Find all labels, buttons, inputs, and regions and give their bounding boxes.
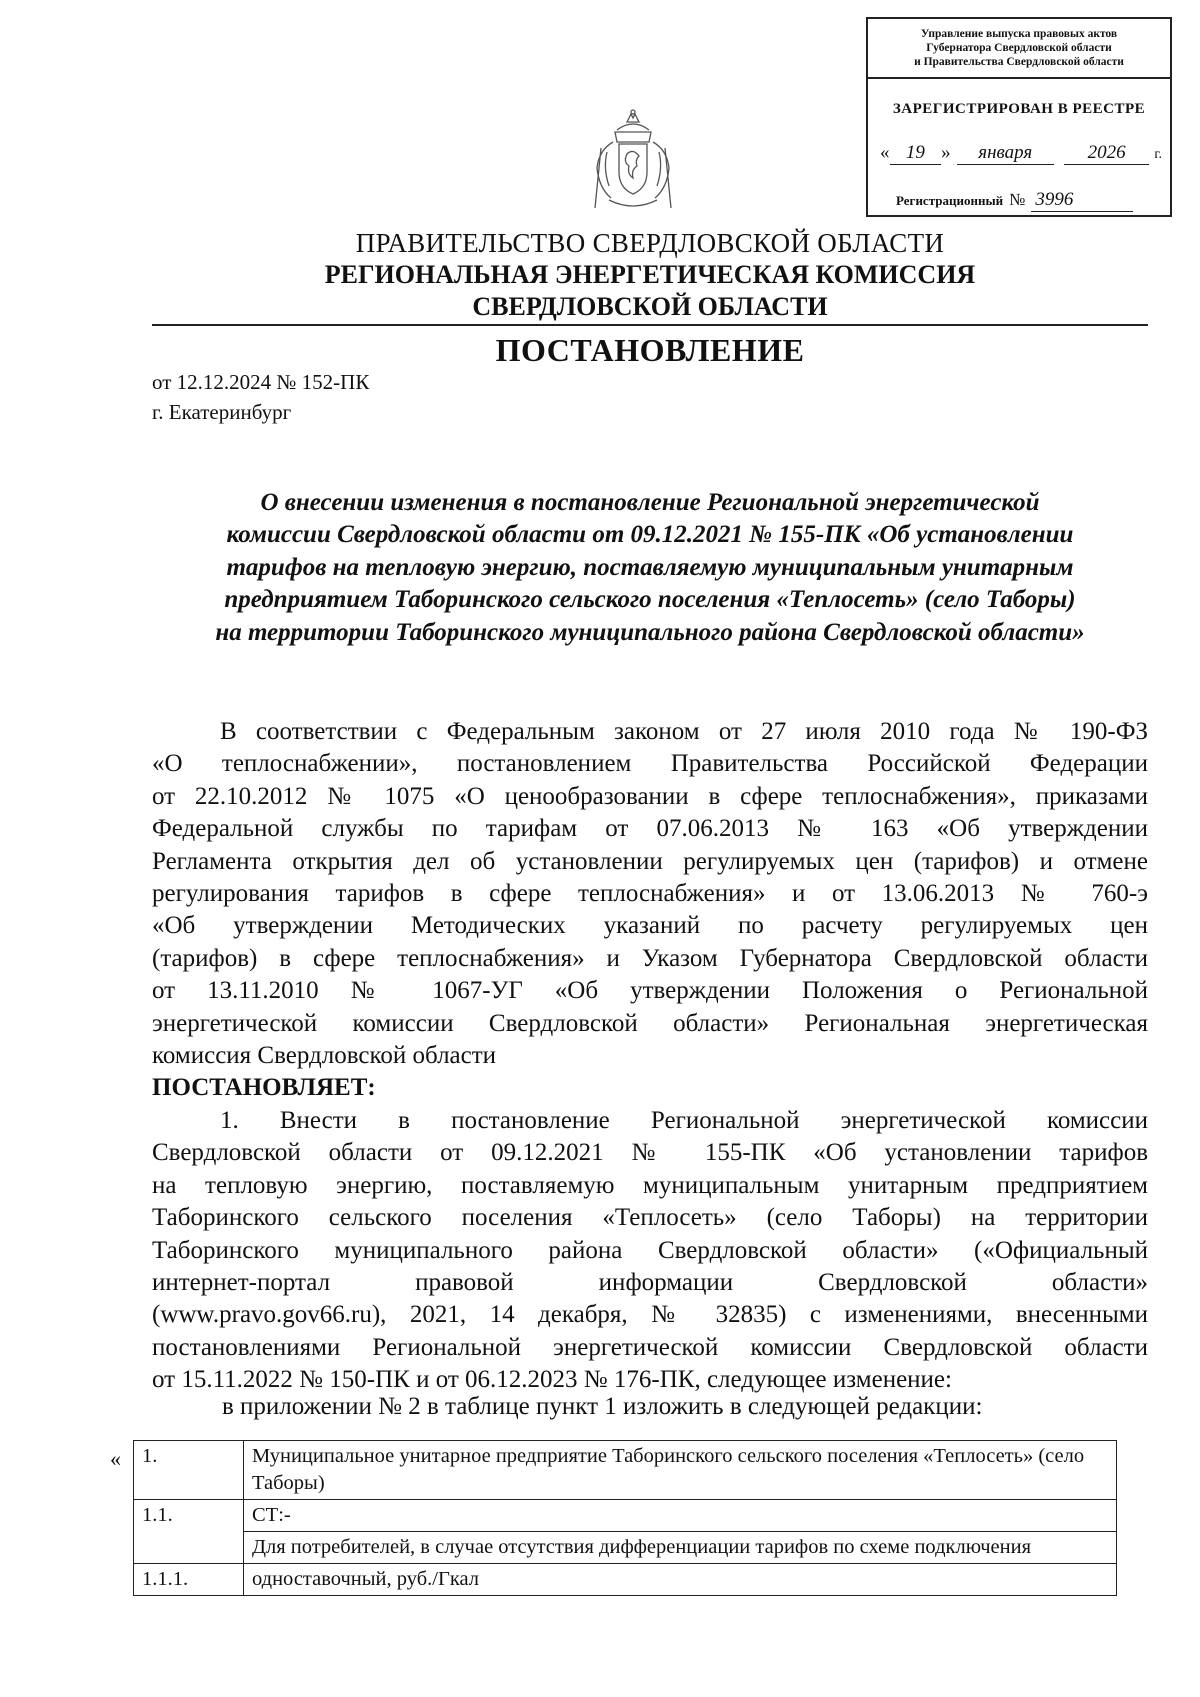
- text-line: «О теплоснабжении», постановлением Правительства Российской Федерации: [152, 750, 1148, 778]
- table-cell-number: 1.: [134, 1441, 244, 1500]
- header-divider: [152, 324, 1148, 326]
- table-cell-text: Для потребителей, в случае отсутствия дифференциации тарифов по схеме подключения: [244, 1532, 1117, 1564]
- text-line: энергетической комиссии Свердловской области» Региональная энергетическая: [152, 1009, 1148, 1037]
- text-line: от 15.11.2022 № 150-ПК и от 06.12.2023 № 176-ПК, следующее изменение:: [152, 1366, 952, 1394]
- text-line: Таборинского сельского поселения «Теплосеть» (село Таборы) на территории: [152, 1204, 1148, 1232]
- item-1-paragraph: [152, 1105, 1148, 1423]
- commission-name-line2: СВЕРДЛОВСКОЙ ОБЛАСТИ: [472, 292, 828, 321]
- text-line: Таборинского муниципального района Свердловской области» («Официальный: [152, 1236, 1148, 1264]
- text-line: В соответствии с Федеральным законом от 27 июля 2010 года № 190-ФЗ: [220, 718, 1148, 745]
- stamp-month: января: [957, 142, 1054, 165]
- commission-name-line1: РЕГИОНАЛЬНАЯ ЭНЕРГЕТИЧЕСКАЯ КОМИССИЯ: [324, 260, 976, 289]
- text-line: Свердловской области от 09.12.2021 № 155-ПК «Об установлении тарифов: [152, 1139, 1148, 1167]
- government-name: ПРАВИТЕЛЬСТВО СВЕРДЛОВСКОЙ ОБЛАСТИ: [355, 228, 945, 258]
- stamp-header: [868, 19, 1170, 79]
- preamble-paragraph: [152, 716, 1148, 1105]
- stamp-date-close: »: [941, 142, 951, 163]
- table-cell-text: Муниципальное унитарное предприятие Таборинского сельского поселения «Теплосеть» (село Таборы): [244, 1441, 1117, 1500]
- stamp-reg-label: Регистрационный: [896, 193, 1004, 208]
- title-line: тарифов на тепловую энергию, поставляемую муниципальным унитарным: [226, 553, 1074, 581]
- table-cell-text: одноставочный, руб./Гкал: [244, 1564, 1117, 1596]
- text-line: комиссия Свердловской области: [152, 1041, 497, 1069]
- table-cell-number: 1.1.1.: [134, 1564, 244, 1596]
- table-row: [134, 1564, 1117, 1596]
- tariff-table: [133, 1440, 1117, 1596]
- text-line: 1. Внести в постановление Региональной энергетической комиссии: [220, 1107, 1148, 1134]
- registration-stamp: [866, 17, 1172, 217]
- text-line: от 13.11.2010 № 1067-УГ «Об утверждении Положения о Региональной: [152, 977, 1148, 1005]
- table-row: [134, 1532, 1117, 1564]
- stamp-header-line: и Правительства Свердловской области: [914, 56, 1124, 68]
- title-line: предприятием Таборинского сельского поселения «Теплосеть» (село Таборы): [224, 586, 1076, 614]
- appendix-instruction: в приложении № 2 в таблице пункт 1 изложить в следующей редакции:: [222, 1392, 983, 1420]
- stamp-year: 2026: [1064, 142, 1149, 165]
- coat-of-arms-icon: [583, 108, 683, 214]
- title-line: комиссии Свердловской области от 09.12.2021 № 155-ПК «Об установлении: [226, 521, 1074, 549]
- table-row: [134, 1441, 1117, 1500]
- table-cell-text: СТ:-: [244, 1500, 1117, 1532]
- text-line: интернет-портал правовой информации Свердловской области»: [152, 1268, 1148, 1296]
- stamp-year-suffix: г.: [1154, 147, 1162, 162]
- text-line: Федеральной службы по тарифам от 07.06.2013 № 163 «Об утверждении: [152, 815, 1148, 843]
- table-open-quote: «: [110, 1446, 121, 1471]
- title-line: на территории Таборинского муниципального района Свердловской области»: [215, 618, 1085, 646]
- document-title: [150, 487, 1150, 649]
- stamp-reg-number: [896, 189, 1133, 212]
- document-type: ПОСТАНОВЛЕНИЕ: [495, 332, 805, 368]
- stamp-header-line: Губернатора Свердловской области: [926, 42, 1112, 54]
- stamp-header-line: Управление выпуска правовых актов: [920, 28, 1118, 40]
- stamp-reg-value: 3996: [1031, 189, 1133, 212]
- text-line: «Об утверждении Методических указаний по расчету регулируемых цен: [152, 912, 1148, 940]
- text-line: (www.pravo.gov66.ru), 2021, 14 декабря, № 32835) с изменениями, внесенными: [152, 1301, 1148, 1329]
- text-line: (тарифов) в сфере теплоснабжения» и Указом Губернатора Свердловской области: [152, 944, 1148, 972]
- title-line: О внесении изменения в постановление Региональной энергетической: [260, 489, 1040, 516]
- resolves-heading: ПОСТАНОВЛЯЕТ:: [152, 1074, 376, 1102]
- stamp-registered-label: ЗАРЕГИСТРИРОВАН В РЕЕСТРЕ: [892, 101, 1146, 117]
- text-line: на тепловую энергию, поставляемую муниципальным унитарным предприятием: [152, 1171, 1148, 1199]
- text-line: от 22.10.2012 № 1075 «О ценообразовании в сфере теплоснабжения», приказами: [152, 782, 1148, 810]
- text-line: Регламента открытия дел об установлении регулируемых цен (тарифов) и отмене: [152, 847, 1148, 875]
- document-date-number: от 12.12.2024 № 152-ПК: [152, 370, 370, 394]
- text-line: постановлениями Региональной энергетической комиссии Свердловской области: [152, 1333, 1148, 1361]
- stamp-date-open: «: [880, 142, 890, 163]
- stamp-date: [880, 142, 1162, 165]
- document-city: г. Екатеринбург: [152, 400, 292, 424]
- text-line: регулирования тарифов в сфере теплоснабжения» и от 13.06.2013 № 760-э: [152, 879, 1148, 907]
- table-cell-number: 1.1.: [134, 1500, 244, 1564]
- stamp-day: 19: [890, 142, 942, 165]
- table-row: [134, 1500, 1117, 1532]
- stamp-number-sign: №: [1009, 190, 1026, 209]
